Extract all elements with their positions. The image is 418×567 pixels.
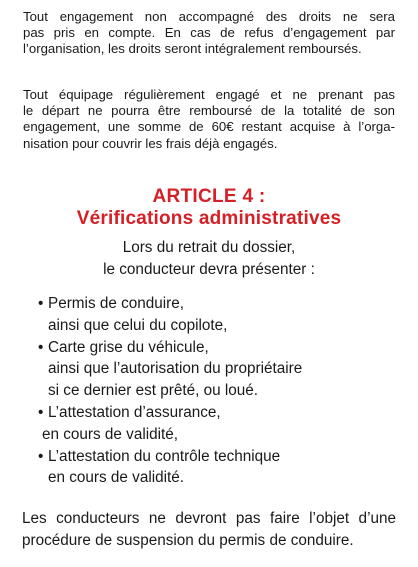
list-item-detail: si ce dernier est prêté, ou loué. — [48, 382, 259, 400]
article-number-heading: ARTICLE 4 : — [152, 186, 266, 207]
paragraph-line: procédure de suspension du permis de conduire. — [22, 532, 354, 549]
list-item — [38, 402, 302, 446]
bullet-icon: • — [38, 447, 44, 465]
bullet-icon: • — [38, 338, 44, 356]
paragraph-line: l’organisation, les droits seront intégralement remboursés. — [23, 41, 362, 57]
bullet-icon: • — [38, 295, 44, 312]
list-item-label: L’attestation du contrôle technique — [48, 447, 281, 465]
intro-line-2: le conducteur devra présenter : — [103, 261, 315, 278]
paragraph-line: nisation pour couvrir les frais déjà engagés. — [23, 135, 278, 151]
paragraph-line: engagement, une somme de 60€ restant acquise à l’orga- — [23, 119, 395, 135]
paragraph-line: Les conducteurs ne devront pas faire l’objet d’une — [22, 510, 396, 527]
paragraph-line: le départ ne pourra être remboursé de la totalité de son — [23, 103, 395, 119]
list-item-label: Carte grise du véhicule, — [48, 338, 209, 356]
list-item — [38, 446, 302, 490]
list-item-detail: en cours de validité. — [48, 469, 185, 487]
required-documents-list — [38, 293, 302, 489]
paragraph-line: Tout engagement non accompagné des droits ne sera — [23, 9, 395, 24]
list-item-detail: ainsi que l’autorisation du propriétaire — [48, 360, 303, 378]
paragraph-license-suspension — [22, 508, 396, 552]
list-item-label: L’attestation d’assurance, — [48, 403, 221, 421]
list-item-detail: ainsi que celui du copilote, — [48, 316, 228, 334]
list-item-label: Permis de conduire, — [48, 295, 185, 312]
list-item — [38, 293, 302, 337]
list-item — [38, 337, 302, 402]
bullet-icon: • — [38, 403, 44, 421]
list-item-detail: en cours de validité, — [42, 425, 179, 443]
paragraph-engagement-rights — [23, 9, 395, 58]
paragraph-line: Tout équipage régulièrement engagé et ne prenant pas — [23, 87, 395, 102]
intro-line-1: Lors du retrait du dossier, — [122, 239, 296, 256]
paragraph-refund-policy — [23, 87, 395, 152]
paragraph-line: pas pris en compte. En cas de refus d’engagement par — [23, 25, 395, 41]
article-title-heading: Vérifications administratives — [76, 208, 342, 229]
